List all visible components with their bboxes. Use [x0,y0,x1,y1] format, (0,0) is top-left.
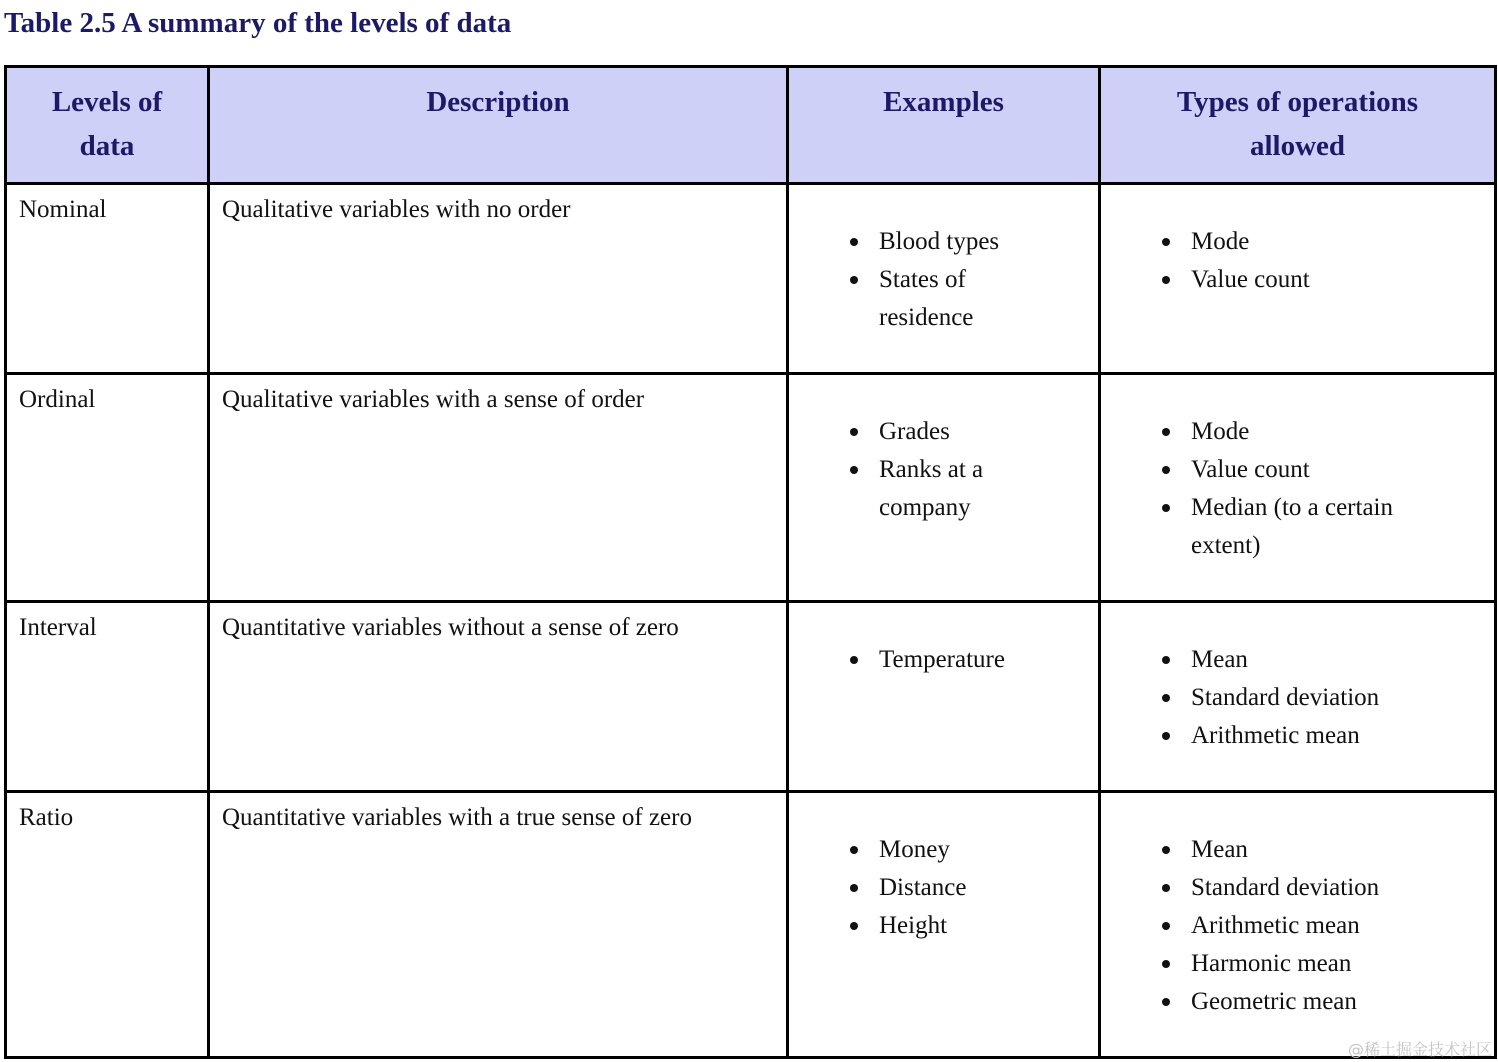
levels-of-data-table [4,65,1497,1059]
example-item: Money [879,831,1026,869]
examples-cell [788,602,1100,792]
description-cell: Quantitative variables with a true sense of zero [209,792,788,1058]
description-cell: Quantitative variables without a sense of zero [209,602,788,792]
operation-item: Geometric mean [1191,983,1432,1021]
table-row-ratio [6,792,1496,1058]
operations-list [1113,413,1482,565]
operation-item: Mean [1191,831,1432,869]
operations-list [1113,641,1482,755]
operation-item: Arithmetic mean [1191,907,1432,945]
operation-item: Standard deviation [1191,869,1432,907]
level-cell: Interval [6,602,209,792]
example-item: Grades [879,413,1026,451]
operation-item: Mode [1191,413,1432,451]
examples-list [801,413,1086,527]
operation-item: Mean [1191,641,1432,679]
example-item: Ranks at a company [879,451,1026,527]
example-item: States of residence [879,261,1026,337]
table-row-nominal [6,184,1496,374]
operation-item: Harmonic mean [1191,945,1432,983]
operations-list [1113,223,1482,299]
example-item: Blood types [879,223,1026,261]
example-item: Distance [879,869,1026,907]
operation-item: Mode [1191,223,1432,261]
header-operations [1100,67,1496,184]
description-cell: Qualitative variables with a sense of order [209,374,788,602]
header-description-label: Description [426,86,570,118]
header-examples-label: Examples [883,86,1004,118]
operations-cell [1100,602,1496,792]
example-item: Height [879,907,1026,945]
example-item: Temperature [879,641,1026,679]
examples-list [801,223,1086,337]
examples-list [801,641,1086,679]
operations-list [1113,831,1482,1021]
operation-item: Value count [1191,451,1432,489]
examples-cell [788,184,1100,374]
level-cell: Ordinal [6,374,209,602]
watermark: @稀土掘金技术社区 [1347,1040,1492,1059]
operation-item: Standard deviation [1191,679,1432,717]
header-operations-line1: Types of operations [1176,86,1419,118]
header-row [6,67,1496,184]
header-examples [788,67,1100,184]
level-cell: Nominal [6,184,209,374]
header-description [209,67,788,184]
examples-cell [788,374,1100,602]
examples-cell [788,792,1100,1058]
header-levels-line1: Levels of [51,86,163,118]
operations-cell [1100,792,1496,1058]
table-row-interval [6,602,1496,792]
header-levels-line2: data [79,130,135,162]
header-operations-line2: allowed [1249,130,1346,162]
operations-cell [1100,374,1496,602]
operations-cell [1100,184,1496,374]
description-cell: Qualitative variables with no order [209,184,788,374]
table-row-ordinal [6,374,1496,602]
level-cell: Ratio [6,792,209,1058]
operation-item: Value count [1191,261,1432,299]
operation-item: Median (to a certain extent) [1191,489,1432,565]
table-caption: Table 2.5 A summary of the levels of data [4,7,512,39]
header-levels-of-data [6,67,209,184]
operation-item: Arithmetic mean [1191,717,1432,755]
examples-list [801,831,1086,945]
